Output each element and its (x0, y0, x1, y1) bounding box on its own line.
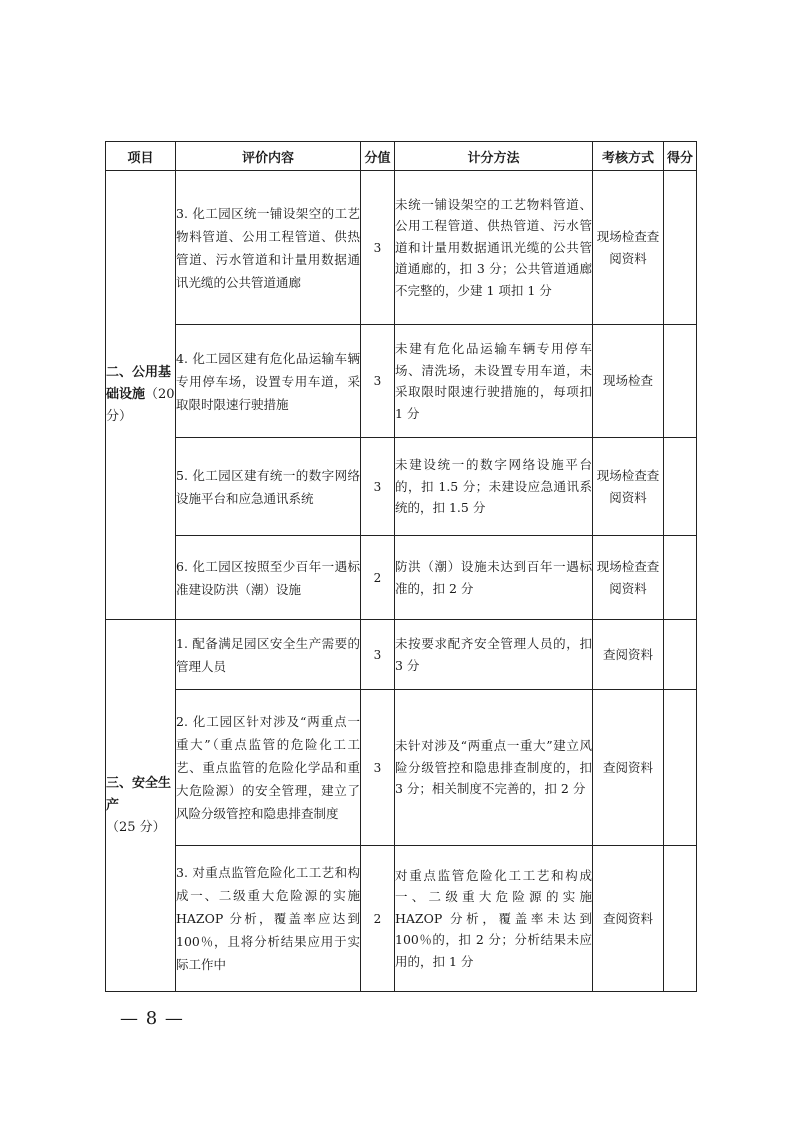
method-cell: 未按要求配齐安全管理人员的，扣 3 分 (395, 620, 593, 690)
table-row (106, 325, 697, 438)
section-name: 三、安全生产 (106, 775, 172, 813)
content-cell: 3. 对重点监管危险化工工艺和构成一、二级重大危险源的实施 HAZOP 分析，覆盖率应达到 100％，且将分析结果应用于实际工作中 (176, 846, 361, 992)
table-row (106, 620, 697, 690)
section-name: 二、公用基础设施 (106, 365, 172, 402)
header-item: 项目 (106, 142, 176, 171)
table-row (106, 438, 697, 536)
page-number: — 8 — (120, 1008, 184, 1029)
content-cell: 6. 化工园区按照至少百年一遇标准建设防洪（潮）设施 (176, 536, 361, 620)
section-points: （25 分） (106, 819, 166, 835)
section-points: （20 分） (106, 387, 175, 424)
header-row (106, 142, 697, 171)
method-cell: 未建有危化品运输车辆专用停车场、清洗场，未设置专用车道，未采取限时限速行驶措施的，每项扣 1 分 (395, 325, 593, 438)
got-cell (664, 438, 697, 536)
table-row (106, 536, 697, 620)
content-cell: 1. 配备满足园区安全生产需要的管理人员 (176, 620, 361, 690)
score-cell: 2 (361, 846, 395, 992)
table-row (106, 171, 697, 325)
method-cell: 未针对涉及“两重点一重大”建立风险分级管控和隐患排查制度的，扣 3 分；相关制度不完善的，扣 2 分 (395, 690, 593, 846)
header-got: 得分 (664, 142, 697, 171)
section-label (106, 620, 176, 992)
got-cell (664, 620, 697, 690)
mode-cell: 查阅资料 (593, 690, 664, 846)
header-score: 分值 (361, 142, 395, 171)
method-cell: 未建设统一的数字网络设施平台的，扣 1.5 分；未建设应急通讯系统的，扣 1.5 分 (395, 438, 593, 536)
mode-cell: 查阅资料 (593, 846, 664, 992)
mode-cell: 现场检查查阅资料 (593, 536, 664, 620)
content-cell: 5. 化工园区建有统一的数字网络设施平台和应急通讯系统 (176, 438, 361, 536)
got-cell (664, 536, 697, 620)
score-cell: 3 (361, 171, 395, 325)
score-cell: 3 (361, 690, 395, 846)
mode-cell: 现场检查查阅资料 (593, 171, 664, 325)
got-cell (664, 846, 697, 992)
got-cell (664, 325, 697, 438)
header-mode: 考核方式 (593, 142, 664, 171)
score-cell: 3 (361, 620, 395, 690)
mode-cell: 现场检查查阅资料 (593, 438, 664, 536)
evaluation-table (105, 141, 697, 992)
content-cell: 2. 化工园区针对涉及“两重点一重大”（重点监管的危险化工工艺、重点监管的危险化学品和重大危险源）的安全管理，建立了风险分级管控和隐患排查制度 (176, 690, 361, 846)
mode-cell: 现场检查 (593, 325, 664, 438)
got-cell (664, 171, 697, 325)
content-cell: 4. 化工园区建有危化品运输车辆专用停车场，设置专用车道，采取限时限速行驶措施 (176, 325, 361, 438)
header-method: 计分方法 (395, 142, 593, 171)
method-cell: 未统一铺设架空的工艺物料管道、公用工程管道、供热管道、污水管道和计量用数据通讯光缆的公共管道通廊的，扣 3 分；公共管道通廊不完整的，少建 1 项扣 1 分 (395, 171, 593, 325)
method-cell: 对重点监管危险化工工艺和构成一、二级重大危险源的实施 HAZOP 分析，覆盖率未达到 100％的，扣 2 分；分析结果未应用的，扣 1 分 (395, 846, 593, 992)
mode-cell: 查阅资料 (593, 620, 664, 690)
score-cell: 2 (361, 536, 395, 620)
score-cell: 3 (361, 438, 395, 536)
table-row (106, 690, 697, 846)
method-cell: 防洪（潮）设施未达到百年一遇标准的，扣 2 分 (395, 536, 593, 620)
table-row (106, 846, 697, 992)
got-cell (664, 690, 697, 846)
score-cell: 3 (361, 325, 395, 438)
header-content: 评价内容 (176, 142, 361, 171)
section-label (106, 171, 176, 620)
content-cell: 3. 化工园区统一铺设架空的工艺物料管道、公用工程管道、供热管道、污水管道和计量用数据通讯光缆的公共管道通廊 (176, 171, 361, 325)
